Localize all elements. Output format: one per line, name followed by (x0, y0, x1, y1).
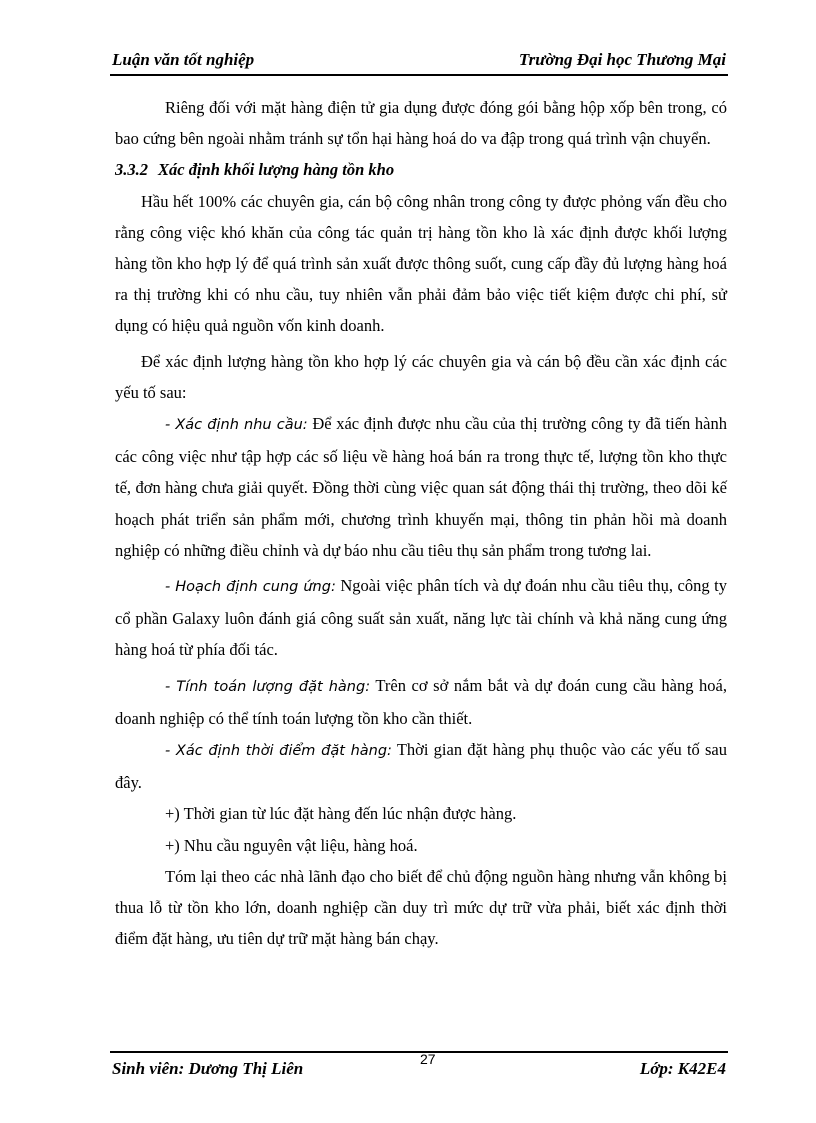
page-number: 27 (420, 1051, 436, 1067)
document-body (115, 92, 727, 954)
footer-class-code: Lớp: K42E4 (639, 1059, 726, 1078)
list-item-order-timing (115, 734, 727, 798)
list-item-demand-text: Để xác định được nhu cầu của thị trường công ty đã tiến hành các công việc như tập hợp các số liệu về hàng hoá bán ra trong thực tế, lượng tồn kho thực tế, đơn hàng chưa giải quyết. Đồng thời cùng việc quan sát động thái thị trường, theo dõi kế hoạch phát triển sản phẩm mới, chương trình khuyến mại, thông tin phản hồi mà doanh nghiệp có những điều chỉnh và dự báo nhu cầu tiêu thụ sản phẩm trong tương lai. (115, 414, 728, 560)
list-item-supply-planning-label: - Hoạch định cung ứng: (165, 579, 336, 596)
list-item-supply-planning (115, 570, 727, 666)
list-item-order-timing-text: Thời gian đặt hàng phụ thuộc vào các yếu tố sau đây. (115, 740, 727, 793)
paragraph-factors-intro: Để xác định lượng hàng tồn kho hợp lý các chuyên gia và cán bộ đều cần xác định các yếu tố sau: (115, 351, 727, 402)
section-number: 3.3.2 (115, 160, 148, 180)
list-item-order-quantity-label: - Tính toán lượng đặt hàng: (165, 678, 371, 695)
section-heading (115, 154, 727, 185)
sub-item-lead-time: +) Thời gian từ lúc đặt hàng đến lúc nhận được hàng. (165, 804, 517, 824)
list-item-supply-planning-text: Ngoài việc phân tích và dự đoán nhu cầu tiêu thụ, công ty cổ phần Galaxy luôn đánh giá công suất sản xuất, năng lực tài chính và khả năng cung ứng hàng hoá từ phía đối tác. (115, 576, 727, 660)
paragraph-packaging: Riêng đối với mặt hàng điện tử gia dụng được đóng gói bằng hộp xốp bên trong, có bao cứng bên ngoài nhằm tránh sự tổn hại hàng hoá do va đập trong quá trình vận chuyển. (115, 98, 727, 149)
section-title: Xác định khối lượng hàng tồn kho (158, 160, 395, 180)
list-item-order-quantity-text: Trên cơ sở nắm bắt và dự đoán cung cầu hàng hoá, doanh nghiệp có thể tính toán lượng tồn kho cần thiết. (115, 675, 727, 728)
list-item-demand-label: - Xác định nhu cầu: (165, 417, 308, 434)
page-footer (110, 1051, 728, 1083)
list-item-order-quantity (115, 670, 727, 734)
page-header (110, 48, 728, 76)
list-item-demand (115, 408, 727, 566)
footer-student-name: Sinh viên: Dương Thị Liên (112, 1059, 304, 1078)
header-university-name: Trường Đại học Thương Mại (518, 50, 726, 69)
sub-item-material-demand: +) Nhu cầu nguyên vật liệu, hàng hoá. (165, 835, 418, 855)
header-thesis-label: Luận văn tốt nghiệp (112, 50, 255, 69)
list-item-order-timing-label: - Xác định thời điểm đặt hàng: (165, 743, 392, 760)
paragraph-conclusion: Tóm lại theo các nhà lãnh đạo cho biết để chủ động nguồn hàng nhưng vẫn không bị thua lỗ từ tồn kho lớn, doanh nghiệp cần duy trì mức dự trữ vừa phải, biết xác định thời điểm đặt hàng, ưu tiên dự trữ mặt hàng bán chạy. (115, 866, 727, 949)
paragraph-expert-opinion: Hầu hết 100% các chuyên gia, cán bộ công nhân trong công ty được phỏng vấn đều cho rằng công việc khó khăn của công tác quản trị hàng tồn kho là xác định được khối lượng hàng tồn kho hợp lý để quá trình sản xuất được thông suốt, cung cấp đầy đủ lượng hàng hoá ra thị trường khi có nhu cầu, tuy nhiên vẫn phải đảm bảo việc tiết kiệm được chi phí, sử dụng có hiệu quả nguồn vốn kinh doanh. (115, 191, 727, 336)
